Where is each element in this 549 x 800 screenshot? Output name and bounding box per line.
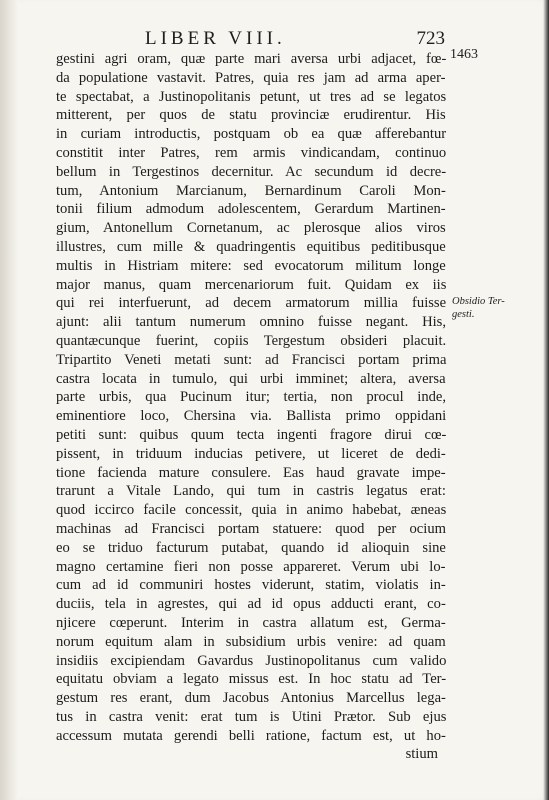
text-line: accessum mutata gerendi belli ratione, factum est, ut ho- [56,727,446,744]
text-line: trarunt a Vitale Lando, qui tum in castris legatus erat: [56,483,446,500]
text-line: multis in Histriam mitere: sed evocatorum militum longe [56,257,446,274]
text-line: da populatione vastavit. Patres, quia res jam ad arma aper- [56,69,446,86]
text-line: magno certamine fieri non posse appareret. Verum ubi lo- [56,558,446,575]
text-line: cum ad id communiri hostes viderunt, statim, violatis in- [56,577,446,594]
body-text [56,50,446,764]
text-line: gestum res erant, dum Jacobus Antonius Marcellus lega- [56,690,446,707]
text-line: tione facienda mature consulere. Eas haud gravate impe- [56,464,446,481]
text-line: in curiam introductis, postquam ob ea quæ afferebantur [56,126,447,143]
text-line: pissent, in triduum inducias petivere, ut liceret de dedi- [56,445,446,462]
running-title: LIBER VIII. [145,28,286,49]
margin-note-line: gesti. [452,309,475,320]
text-line: stium [405,746,438,763]
text-line: illustres, cum mille & quadringentis equitibus peditibusque [56,238,446,255]
text-line: duciis, tela in agrestes, qui ad id opus adducti erant, co- [56,596,446,613]
text-line: njicere cœperunt. Interim in castra allatum est, Germa- [56,614,446,631]
page-number: 723 [416,28,445,49]
text-line: tum, Antonium Marcianum, Bernardinum Caroli Mon- [56,182,446,199]
margin-note-line: Obsidio Ter- [452,296,505,307]
page-edge-shadow [543,0,549,800]
text-line: castra locata in tumulo, qui urbi imminet; altera, aversa [56,370,446,387]
text-line: qui rei interfuerunt, ad decem armatorum millia fuisse [56,295,447,312]
text-line: norum equitum alam in subsidium urbis venire: ad quam [56,633,446,650]
page-binding-shadow [0,0,18,800]
text-line: equitatu obviam a legato missus est. In hoc statu ad Ter- [56,671,447,688]
text-line: eo se triduo facturum putabat, quando id alioquin sine [56,539,446,556]
text-line: mitterent, per quos de statu provinciæ erudirentur. His [56,107,446,124]
text-line: bellum in Tergestinos decernitur. Ac secundum id decre- [56,163,447,180]
text-line: eminentiore loco, Chersina via. Ballista primo oppidani [56,408,447,425]
text-line: Tripartito Veneti metati sunt: ad Francisci portam prima [56,351,447,368]
text-line: quod iccirco facile concessit, quia in animo habebat, æneas [56,502,447,519]
text-line: ajunt: alii tantum numerum omnino fuisse negant. His, [56,314,446,331]
text-line: tus in castra venit: erat tum is Utini Prætor. Sub ejus [56,708,447,725]
text-line: insidiis excipiendam Gavardus Justinopolitanus cum valido [56,652,447,669]
text-line: major manus, quam mercenariorum fuit. Quidam ex iis [56,276,447,293]
text-line: tonii filium admodum adolescentem, Gerardum Martinen- [56,201,446,218]
margin-note [452,295,532,321]
text-line: constitit inter Patres, rem armis vindicandam, continuo [56,144,447,161]
text-line: gestini agri oram, quæ parte mari aversa urbi adjacet, fœ- [56,51,447,67]
text-line: gium, Antonellum Cornetanum, ac plerosque alios viros [56,220,446,237]
text-line: te spectabat, a Justinopolitanis petunt, ut tres ad se legatos [56,88,447,105]
margin-year: 1463 [450,47,478,62]
text-line: machinas ad Francisci portam statuere: quod per ocium [56,520,446,537]
text-line: quantæcunque fuerint, copiis Tergestum obsideri placuit. [56,332,447,349]
text-line: parte urbis, qua Pucinum itur; tertia, non procul inde, [56,389,447,406]
text-line: petiti sunt: quibus quum tecta ingenti fragore dirui cœ- [56,426,447,443]
